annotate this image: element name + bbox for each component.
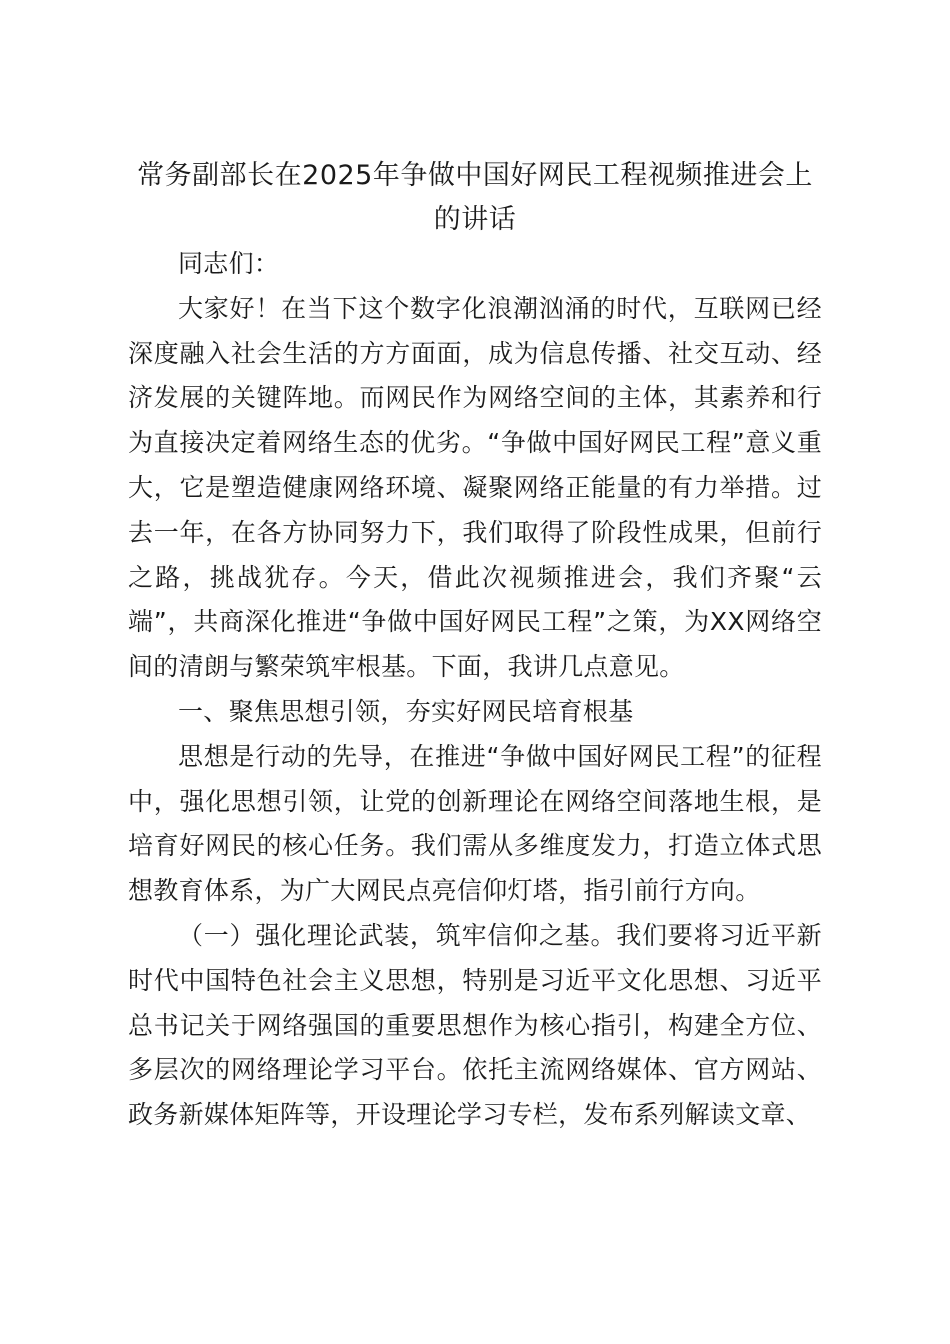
section-paragraph-2: （一）强化理论武装，筑牢信仰之基。我们要将习近平新时代中国特色社会主义思想，特别是习近平文化思想、习近平总书记关于网络强国的重要思想作为核心指引，构建全方位、多层次的网络理论学习平台。依托主流网络媒体、官方网站、政务新媒体矩阵等，开设理论学习专栏，发布系列解读文章、 — [128, 920, 822, 1130]
intro-paragraph: 大家好！在当下这个数字化浪潮汹涌的时代，互联网已经深度融入社会生活的方方面面，成为信息传播、社交互动、经济发展的关键阵地。而网民作为网络空间的主体，其素养和行为直接决定着网络生态的优劣。“争做中国好网民工程”意义重大，它是塑造健康网络环境、凝聚网络正能量的有力举措。过去一年，在各方协同努力下，我们取得了阶段性成果，但前行之路，挑战犹存。今天，借此次视频推进会，我们齐聚“云端”，共商深化推进“争做中国好网民工程”之策，为XX网络空间的清朗与繁荣筑牢根基。下面，我讲几点意见。 — [128, 293, 822, 682]
greeting: 同志们： — [178, 249, 280, 278]
section-heading: 一、聚焦思想引领，夯实好网民培育根基 — [178, 696, 634, 726]
section-paragraph-1: 思想是行动的先导，在推进“争做中国好网民工程”的征程中，强化思想引领，让党的创新理论在网络空间落地生根，是培育好网民的核心任务。我们需从多维度发力，打造立体式思想教育体系，为广大网民点亮信仰灯塔，指引前行方向。 — [128, 741, 822, 906]
document-body — [128, 154, 822, 1138]
document-title: 常务副部长在2025年争做中国好网民工程视频推进会上的讲话 — [137, 160, 813, 235]
